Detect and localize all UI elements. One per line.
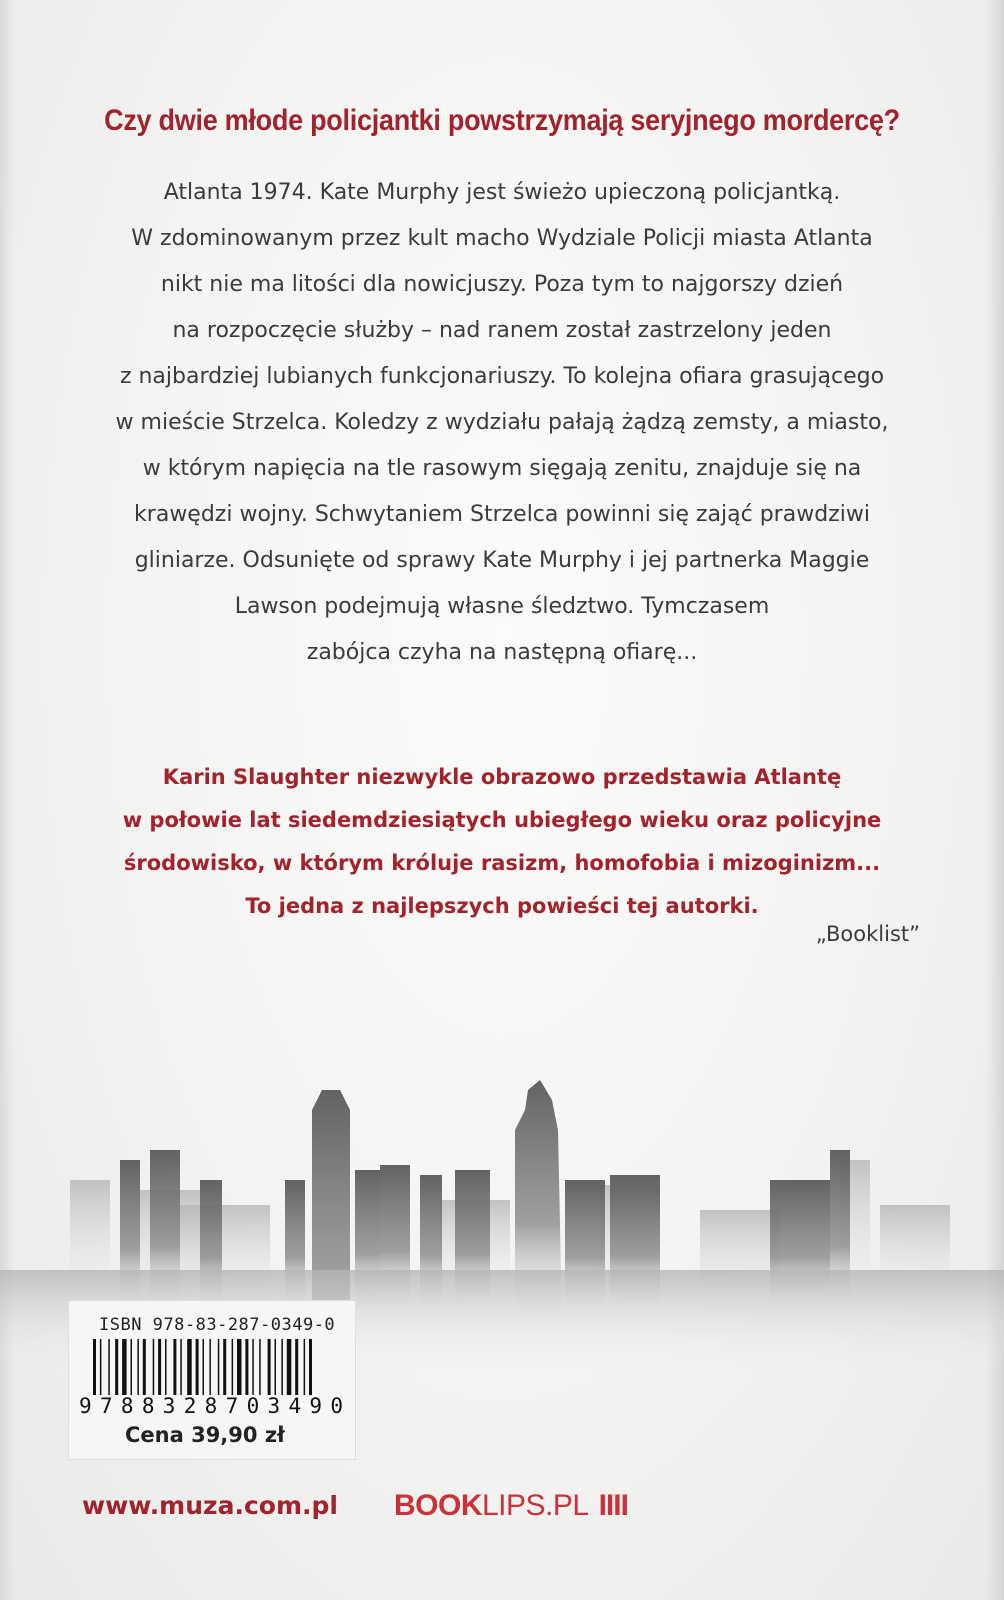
blurb-line: W zdominowanym przez kult macho Wydziale Policji miasta Atlanta — [131, 226, 873, 251]
barcode-bar — [187, 1339, 192, 1395]
blurb-line: nikt nie ma litości dla nowicjuszy. Poza tym to najgorszy dzień — [160, 272, 844, 297]
barcode — [79, 1339, 349, 1417]
blurb-line: z najbardziej lubianych funkcjonariuszy. To kolejna ofiara grasującego — [119, 364, 885, 389]
quote-line: Karin Slaughter niezwykle obrazowo przedstawia Atlantę — [162, 765, 842, 789]
barcode-bar — [173, 1339, 176, 1395]
barcode-bar — [143, 1339, 146, 1395]
blurb-line: w którym napięcia na tle rasowym sięgają zenitu, znajduje się na — [142, 456, 862, 481]
barcode-bar — [209, 1339, 211, 1395]
barcode-bar — [259, 1339, 261, 1395]
barcode-bar — [100, 1339, 102, 1395]
barcode-bar — [268, 1339, 271, 1395]
barcode-bar — [232, 1339, 234, 1395]
review-quote — [40, 756, 964, 928]
barcode-bar — [275, 1339, 277, 1395]
barcode-bar — [203, 1339, 205, 1395]
barcode-digits: 9788328703490 — [79, 1394, 343, 1417]
barcode-bar — [252, 1339, 254, 1395]
barcode-bar — [218, 1339, 220, 1395]
blurb-line: krawędzi wojny. Schwytaniem Strzelca powinni się zająć prawdziwi — [134, 502, 870, 527]
barcode-bar — [295, 1339, 298, 1395]
quote-line: To jedna z najlepszych powieści tej autorki. — [245, 894, 759, 918]
quote-attribution: „Booklist” — [815, 922, 920, 946]
publisher-website: www.muza.com.pl — [82, 1491, 338, 1520]
blurb-line: Lawson podejmują własne śledztwo. Tymczasem — [234, 594, 770, 619]
barcode-bar — [180, 1339, 182, 1395]
barcode-bar — [304, 1339, 306, 1395]
barcode-bar — [309, 1339, 312, 1395]
barcode-bar — [122, 1339, 127, 1395]
barcode-label — [68, 1300, 356, 1460]
isbn-text: ISBN 978-83-287-0349-0 — [99, 1315, 336, 1335]
blurb-line: zabójca czyha na następną ofiarę... — [306, 640, 698, 665]
barcode-bar — [237, 1339, 242, 1395]
barcode-bar — [196, 1339, 199, 1395]
blurb — [40, 170, 964, 676]
barcode-bar — [137, 1339, 139, 1395]
barcode-bar — [165, 1339, 167, 1395]
barcode-bar — [93, 1339, 96, 1395]
blurb-line: gliniarze. Odsunięte od sprawy Kate Murphy i jej partnerka Maggie — [134, 548, 870, 573]
brand-marks: IIII — [598, 1489, 628, 1522]
barcode-bar — [281, 1339, 283, 1395]
barcode-bar — [131, 1339, 133, 1395]
barcode-bar — [108, 1339, 110, 1395]
price-text: Cena 39,90 zł — [125, 1423, 285, 1447]
booklips-logo — [394, 1489, 628, 1523]
barcode-bar — [115, 1339, 118, 1395]
blurb-line: na rozpoczęcie służby – nad ranem został zastrzelony jeden — [172, 318, 832, 343]
barcode-bar — [223, 1339, 226, 1395]
barcode-bar — [153, 1339, 155, 1395]
quote-line: środowisko, w którym króluje rasizm, homofobia i mizoginizm... — [123, 851, 881, 875]
barcode-bar — [245, 1339, 248, 1395]
brand-bold: BOOK — [394, 1489, 482, 1522]
barcode-bar — [158, 1339, 161, 1395]
quote-line: w połowie lat siedemdziesiątych ubiegłego wieku oraz policyjne — [122, 808, 882, 832]
blurb-line: Atlanta 1974. Kate Murphy jest świeżo upieczoną policjantką. — [163, 180, 841, 205]
blurb-line: w mieście Strzelca. Koledzy z wydziału pałają żądzą zemsty, a miasto, — [115, 410, 889, 435]
headline: Czy dwie młode policjantki powstrzymają seryjnego mordercę? — [104, 104, 900, 137]
barcode-bar — [287, 1339, 292, 1395]
brand-light: LIPS.PL — [482, 1489, 589, 1522]
